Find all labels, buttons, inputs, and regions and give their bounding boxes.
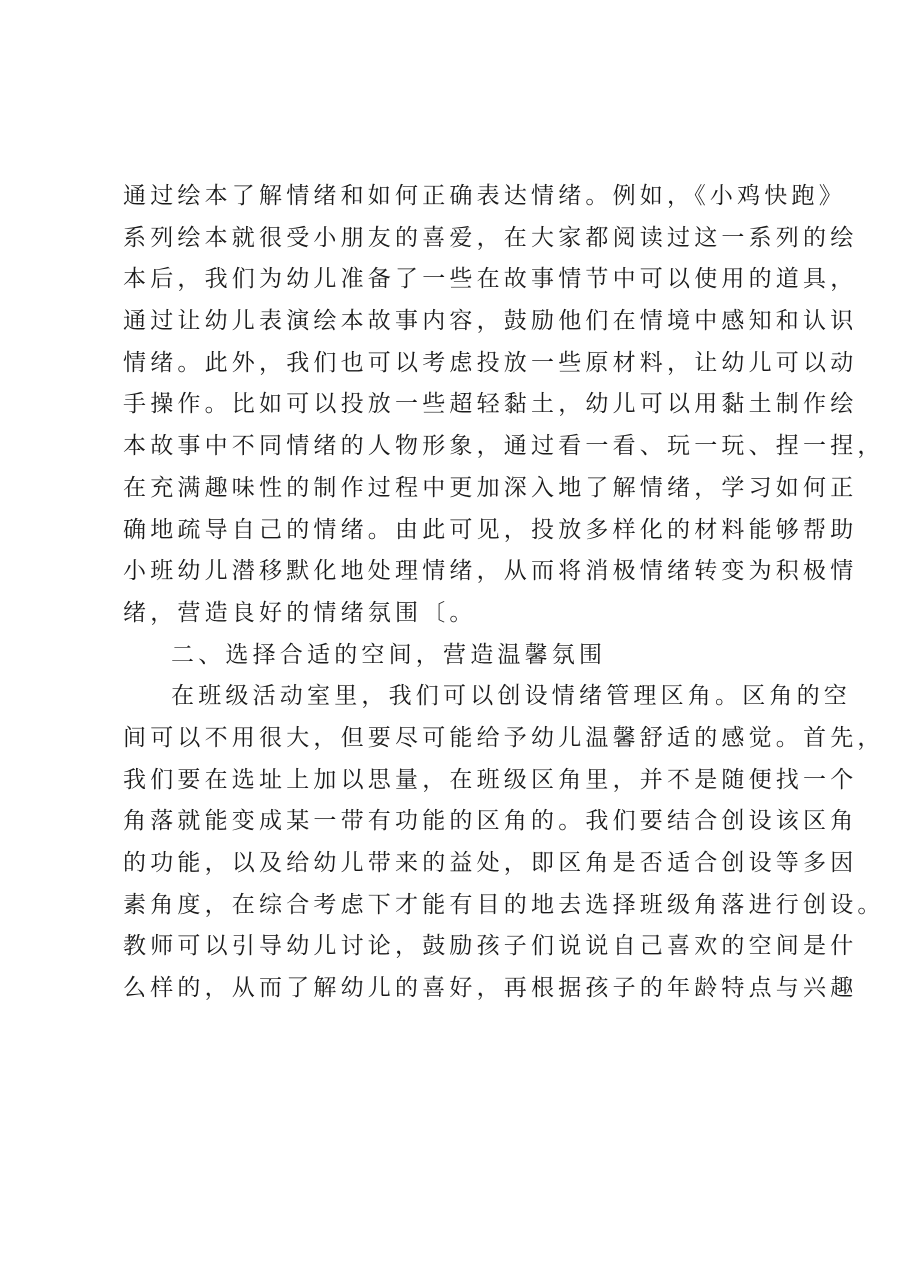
text-line: 素角度，在综合考虑下才能有目的地去选择班级角落进行创设。 [123,891,885,918]
text-line: 教师可以引导幼儿讨论，鼓励孩子们说说自己喜欢的空间是什 [123,933,858,960]
text-line: 我们要在选址上加以思量，在班级区角里，并不是随便找一个 [123,766,858,793]
text-line: 么样的，从而了解幼儿的喜好，再根据孩子的年龄特点与兴趣 [123,975,858,1002]
text-line: 本后，我们为幼儿准备了一些在故事情节中可以使用的道具， [123,266,858,293]
section-heading: 二、选择合适的空间，营造温馨氛围 [171,641,607,668]
text-line: 通过绘本了解情绪和如何正确表达情绪。例如，《小鸡快跑》 [123,183,846,209]
text-line: 系列绘本就很受小朋友的喜爱，在大家都阅读过这一系列的绘 [123,224,858,251]
text-line: 在充满趣味性的制作过程中更加深入地了解情绪，学习如何正 [123,474,858,501]
text-line: 的功能，以及给幼儿带来的益处，即区角是否适合创设等多因 [123,850,858,876]
text-line: 小班幼儿潜移默化地处理情绪，从而将消极情绪转变为积极情 [123,558,858,585]
text-line: 确地疏导自己的情绪。由此可见，投放多样化的材料能够帮助 [123,516,858,543]
text-line: 通过让幼儿表演绘本故事内容，鼓励他们在情境中感知和认识 [123,308,858,335]
text-line: 手操作。比如可以投放一些超轻黏土，幼儿可以用黏土制作绘 [123,391,858,418]
body-text [123,176,885,1010]
text-line: 间可以不用很大，但要尽可能给予幼儿温馨舒适的感觉。首先， [123,724,885,751]
text-line: 情绪。此外，我们也可以考虑投放一些原材料，让幼儿可以动 [123,349,858,376]
text-line: 绪，营造良好的情绪氛围〔。 [123,599,477,626]
text-line: 在班级活动室里，我们可以创设情绪管理区角。区角的空 [171,683,851,710]
text-line: 本故事中不同情绪的人物形象，通过看一看、玩一玩、捏一捏， [123,433,885,460]
text-line: 角落就能变成某一带有功能的区角的。我们要结合创设该区角 [123,808,858,835]
